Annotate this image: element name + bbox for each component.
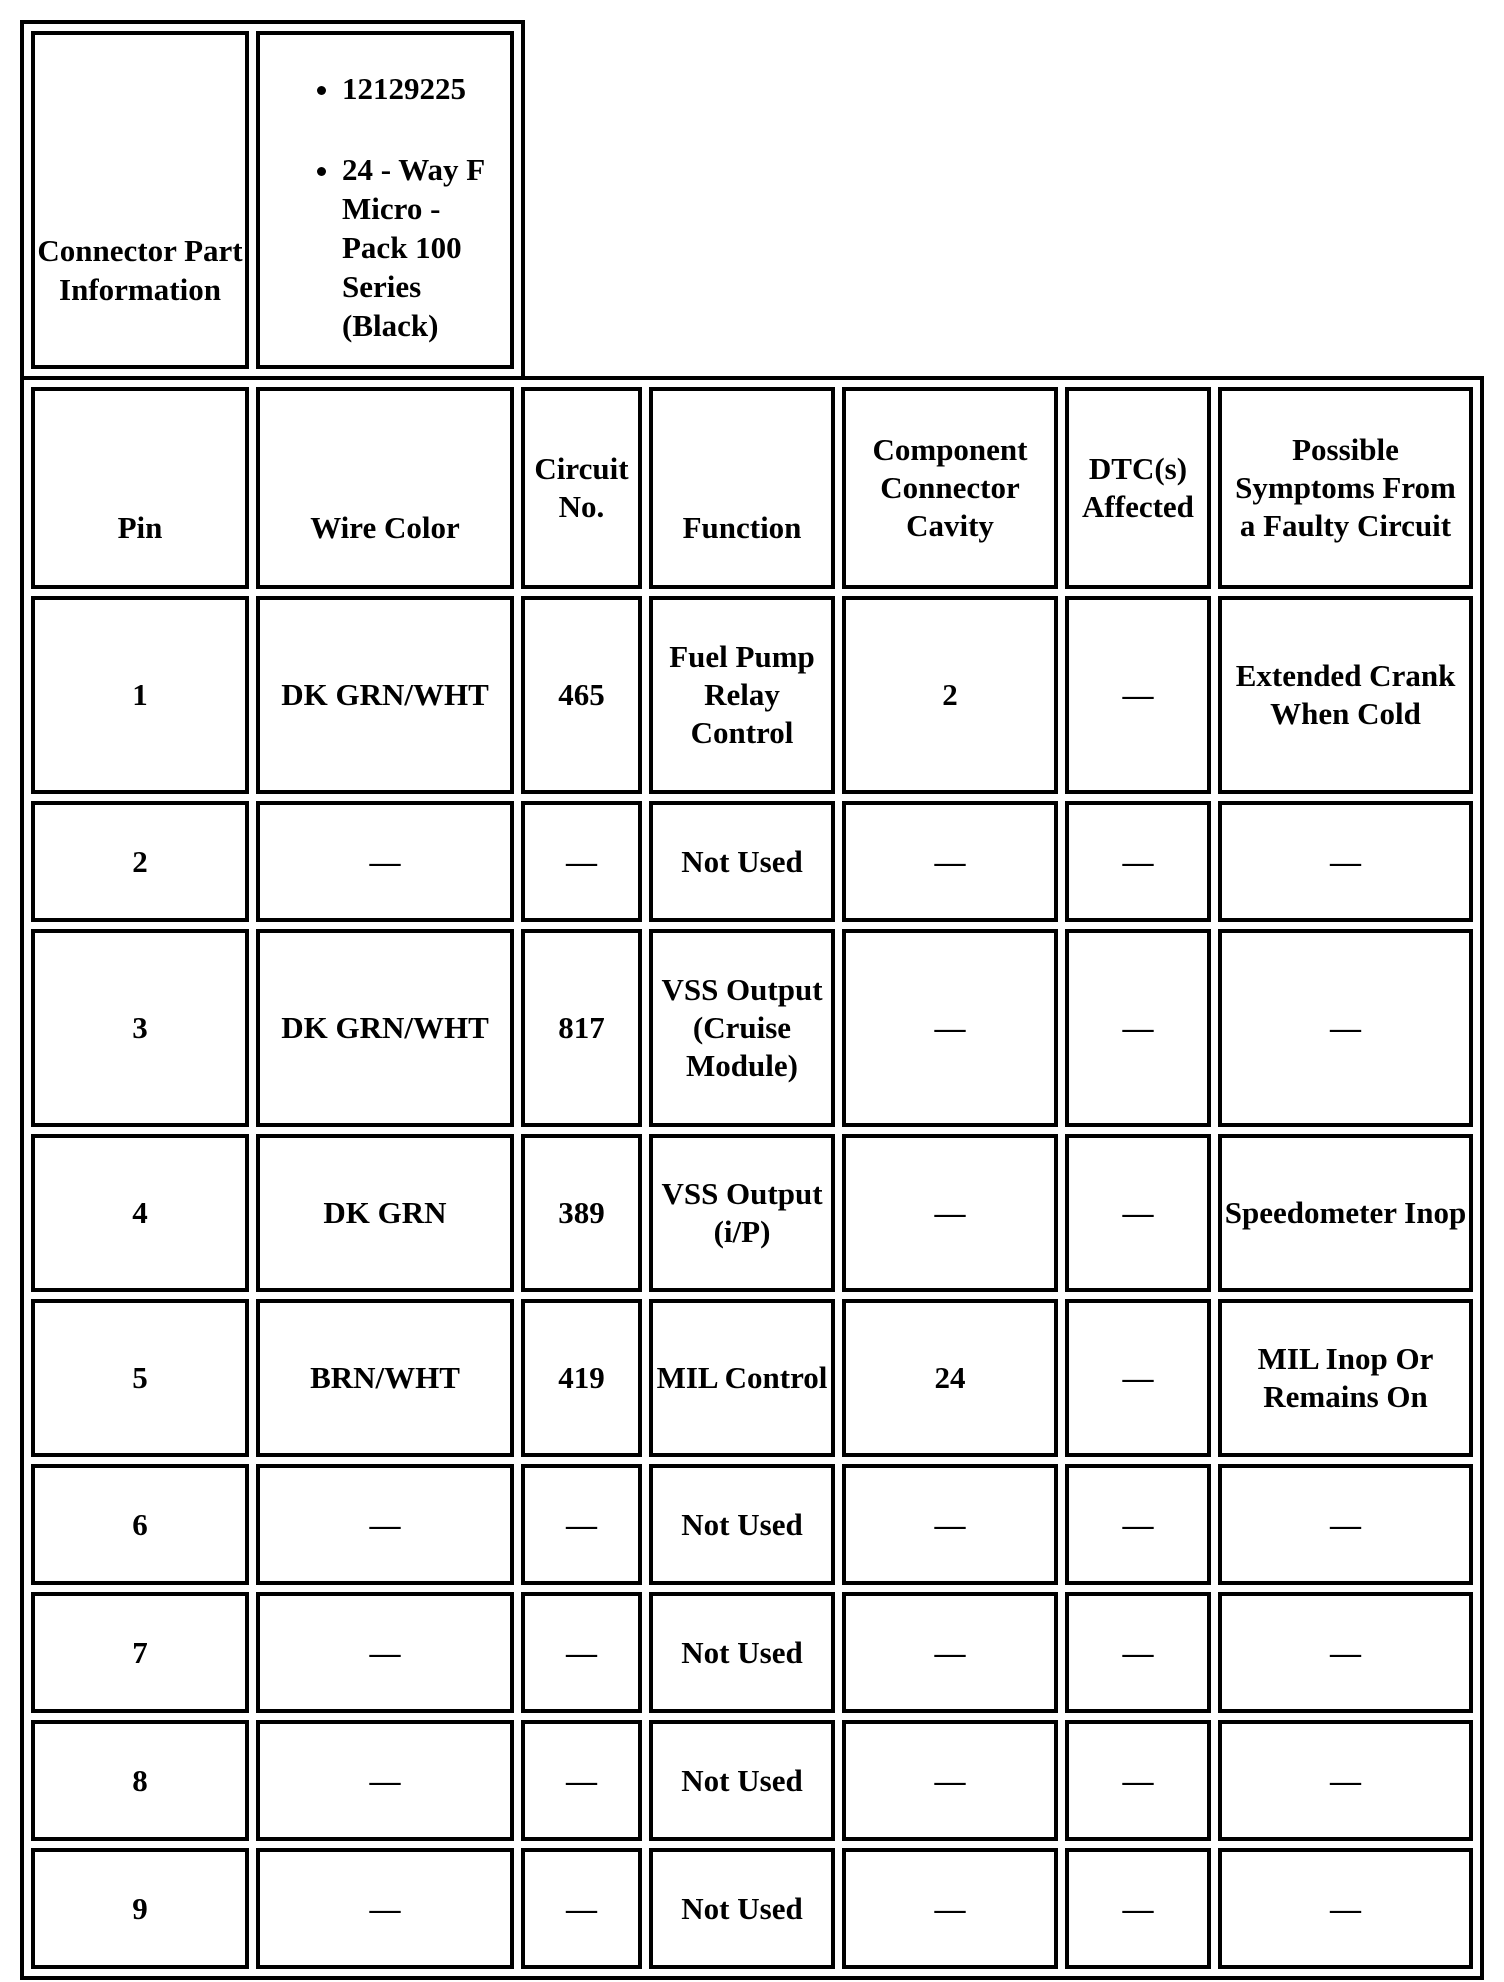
- table-row: [31, 1848, 1473, 1969]
- header-circuit-no: Circuit No.: [521, 387, 642, 589]
- cell-function: Not Used: [649, 801, 835, 922]
- cell-pin: 6: [31, 1464, 249, 1585]
- cell-component-cavity: —: [842, 1464, 1058, 1585]
- table-row: [31, 801, 1473, 922]
- cell-pin: 1: [31, 596, 249, 794]
- cell-symptoms: —: [1218, 1464, 1473, 1585]
- header-symptoms: Possible Symptoms From a Faulty Circuit: [1218, 387, 1473, 589]
- cell-function: VSS Output (Cruise Module): [649, 929, 835, 1127]
- cell-circuit-no: —: [521, 801, 642, 922]
- cell-symptoms: —: [1218, 929, 1473, 1127]
- cell-component-cavity: —: [842, 1848, 1058, 1969]
- table-row: [31, 1134, 1473, 1292]
- cell-pin: 9: [31, 1848, 249, 1969]
- cell-symptoms: —: [1218, 1720, 1473, 1841]
- cell-pin: 3: [31, 929, 249, 1127]
- cell-circuit-no: 389: [521, 1134, 642, 1292]
- cell-symptoms: MIL Inop Or Remains On: [1218, 1299, 1473, 1457]
- cell-function: VSS Output (i/P): [649, 1134, 835, 1292]
- cell-wire-color: —: [256, 801, 514, 922]
- cell-dtc: —: [1065, 1720, 1211, 1841]
- cell-circuit-no: —: [521, 1592, 642, 1713]
- connector-part-number: • 12129225: [342, 69, 510, 108]
- connector-info-values: [256, 31, 514, 369]
- connector-info-label: Connector Part Information: [31, 31, 249, 369]
- cell-function: Not Used: [649, 1848, 835, 1969]
- cell-symptoms: —: [1218, 1592, 1473, 1713]
- table-row: [31, 929, 1473, 1127]
- cell-wire-color: —: [256, 1848, 514, 1969]
- cell-circuit-no: —: [521, 1848, 642, 1969]
- header-row: [31, 387, 1473, 589]
- cell-circuit-no: 419: [521, 1299, 642, 1457]
- cell-function: Not Used: [649, 1592, 835, 1713]
- header-component-cavity: Component Connector Cavity: [842, 387, 1058, 589]
- cell-wire-color: DK GRN/WHT: [256, 929, 514, 1127]
- cell-function: Fuel Pump Relay Control: [649, 596, 835, 794]
- cell-pin: 5: [31, 1299, 249, 1457]
- cell-function: Not Used: [649, 1464, 835, 1585]
- connector-info-table: [20, 20, 525, 376]
- cell-dtc: —: [1065, 1134, 1211, 1292]
- cell-pin: 2: [31, 801, 249, 922]
- cell-symptoms: Speedometer Inop: [1218, 1134, 1473, 1292]
- connector-description: • 24 - Way F Micro - Pack 100 Series (Black): [342, 150, 510, 345]
- cell-dtc: —: [1065, 1592, 1211, 1713]
- cell-pin: 7: [31, 1592, 249, 1713]
- header-dtc: DTC(s) Affected: [1065, 387, 1211, 589]
- cell-component-cavity: —: [842, 929, 1058, 1127]
- cell-dtc: —: [1065, 929, 1211, 1127]
- pinout-table: [20, 376, 1484, 1980]
- cell-pin: 8: [31, 1720, 249, 1841]
- cell-symptoms: —: [1218, 801, 1473, 922]
- header-wire-color: Wire Color: [256, 387, 514, 589]
- cell-wire-color: DK GRN: [256, 1134, 514, 1292]
- cell-circuit-no: 465: [521, 596, 642, 794]
- cell-component-cavity: 24: [842, 1299, 1058, 1457]
- cell-wire-color: —: [256, 1464, 514, 1585]
- cell-wire-color: BRN/WHT: [256, 1299, 514, 1457]
- cell-circuit-no: —: [521, 1464, 642, 1585]
- connector-info-list: [260, 69, 510, 345]
- cell-dtc: —: [1065, 596, 1211, 794]
- cell-component-cavity: —: [842, 1134, 1058, 1292]
- cell-wire-color: DK GRN/WHT: [256, 596, 514, 794]
- table-row: [31, 1592, 1473, 1713]
- cell-symptoms: Extended Crank When Cold: [1218, 596, 1473, 794]
- cell-function: Not Used: [649, 1720, 835, 1841]
- cell-component-cavity: —: [842, 1720, 1058, 1841]
- header-function: Function: [649, 387, 835, 589]
- cell-dtc: —: [1065, 801, 1211, 922]
- connector-info-row: [31, 31, 514, 369]
- cell-function: MIL Control: [649, 1299, 835, 1457]
- cell-dtc: —: [1065, 1299, 1211, 1457]
- cell-component-cavity: 2: [842, 596, 1058, 794]
- cell-circuit-no: 817: [521, 929, 642, 1127]
- cell-dtc: —: [1065, 1464, 1211, 1585]
- cell-circuit-no: —: [521, 1720, 642, 1841]
- table-row: [31, 596, 1473, 794]
- table-row: [31, 1464, 1473, 1585]
- table-row: [31, 1299, 1473, 1457]
- header-pin: Pin: [31, 387, 249, 589]
- cell-symptoms: —: [1218, 1848, 1473, 1969]
- cell-dtc: —: [1065, 1848, 1211, 1969]
- cell-pin: 4: [31, 1134, 249, 1292]
- cell-wire-color: —: [256, 1592, 514, 1713]
- table-row: [31, 1720, 1473, 1841]
- cell-wire-color: —: [256, 1720, 514, 1841]
- cell-component-cavity: —: [842, 1592, 1058, 1713]
- cell-component-cavity: —: [842, 801, 1058, 922]
